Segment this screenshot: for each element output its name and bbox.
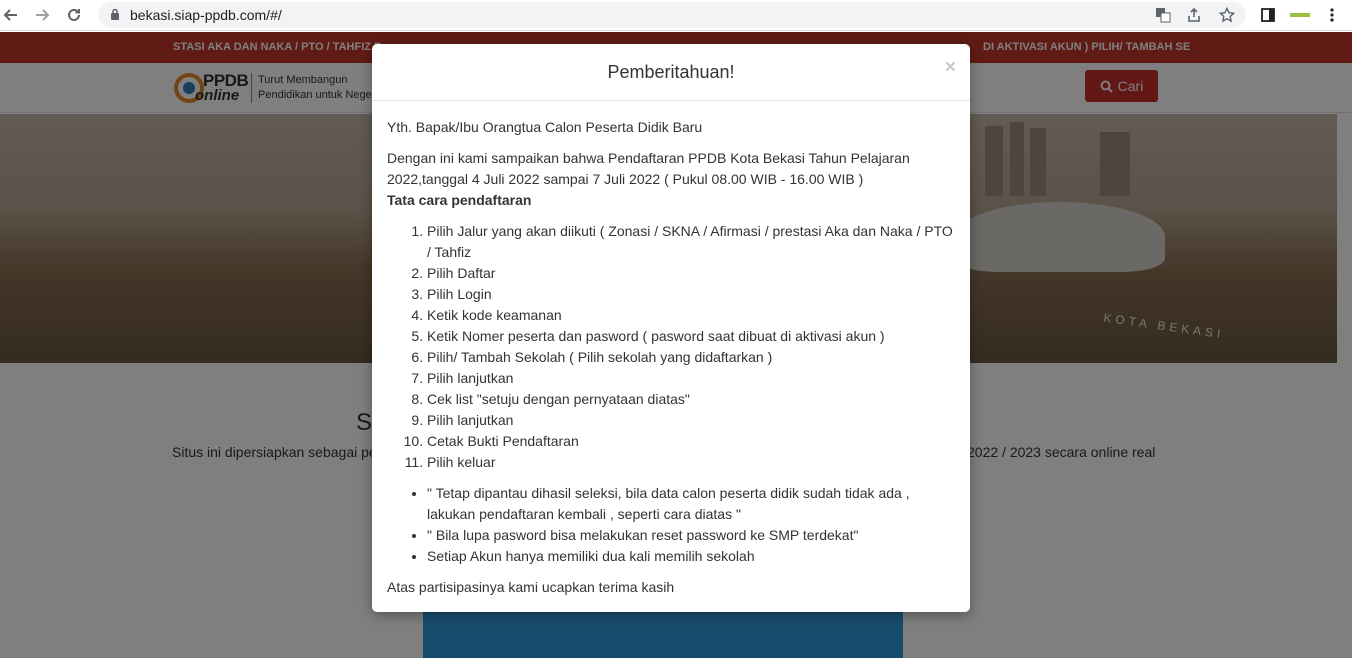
notes-list	[427, 483, 955, 567]
address-bar[interactable]	[98, 2, 1246, 28]
list-item: 9. Pilih lanjutkan	[427, 410, 955, 431]
list-item: 2. Pilih Daftar	[427, 263, 955, 284]
list-item: 3. Pilih Login	[427, 284, 955, 305]
menu-icon[interactable]	[1321, 4, 1343, 26]
list-item: • " Tetap dipantau dihasil seleksi, bila data calon peserta didik sudah tidak ada , lakukan pendaftaran kembali , seperti cara diatas "	[427, 483, 955, 525]
url-text: bekasi.siap-ppdb.com/#/	[130, 7, 282, 23]
share-icon[interactable]	[1185, 6, 1203, 24]
list-item: 5. Ketik Nomer peserta dan pasword ( pasword saat dibuat di aktivasi akun )	[427, 326, 955, 347]
lock-icon	[110, 8, 120, 26]
modal-header	[372, 44, 970, 101]
reload-icon[interactable]	[63, 4, 85, 26]
browser-toolbar	[0, 0, 1352, 31]
modal-intro: Dengan ini kami sampaikan bahwa Pendaftaran PPDB Kota Bekasi Tahun Pelajaran 2022,tanggal 4 Juli 2022 sampai 7 Juli 2022 ( Pukul 08.00 WIB - 16.00 WIB )	[387, 150, 910, 187]
list-item: 11. Pilih keluar	[427, 452, 955, 473]
list-item: 7. Pilih lanjutkan	[427, 368, 955, 389]
announcement-modal	[372, 44, 970, 612]
list-item: • Setiap Akun hanya memiliki dua kali memilih sekolah	[427, 546, 955, 567]
extension-icon[interactable]	[1289, 4, 1311, 26]
list-item: 1. Pilih Jalur yang akan diikuti ( Zonasi / SKNA / Afirmasi / prestasi Aka dan Naka / PTO / Tahfiz	[427, 221, 955, 263]
star-icon[interactable]	[1218, 6, 1236, 24]
translate-icon[interactable]	[1154, 6, 1172, 24]
list-item: 10. Cetak Bukti Pendaftaran	[427, 431, 955, 452]
steps-heading: Tata cara pendaftaran	[387, 192, 532, 208]
close-icon[interactable]: ×	[944, 57, 956, 78]
steps-list	[427, 221, 955, 473]
modal-greeting: Yth. Bapak/Ibu Orangtua Calon Peserta Didik Baru	[387, 119, 703, 135]
forward-arrow-icon[interactable]	[31, 4, 53, 26]
list-item: 6. Pilih/ Tambah Sekolah ( Pilih sekolah yang didaftarkan )	[427, 347, 955, 368]
list-item: 4. Ketik kode keamanan	[427, 305, 955, 326]
modal-closing: Atas partisipasinya kami ucapkan terima kasih	[387, 579, 675, 595]
sidepanel-icon[interactable]	[1257, 4, 1279, 26]
list-item: 8. Cek list "setuju dengan pernyataan diatas"	[427, 389, 955, 410]
list-item: • " Bila lupa pasword bisa melakukan reset password ke SMP terdekat"	[427, 525, 955, 546]
back-arrow-icon[interactable]	[0, 4, 22, 26]
modal-body	[372, 101, 970, 598]
modal-title: Pemberitahuan!	[607, 62, 735, 82]
